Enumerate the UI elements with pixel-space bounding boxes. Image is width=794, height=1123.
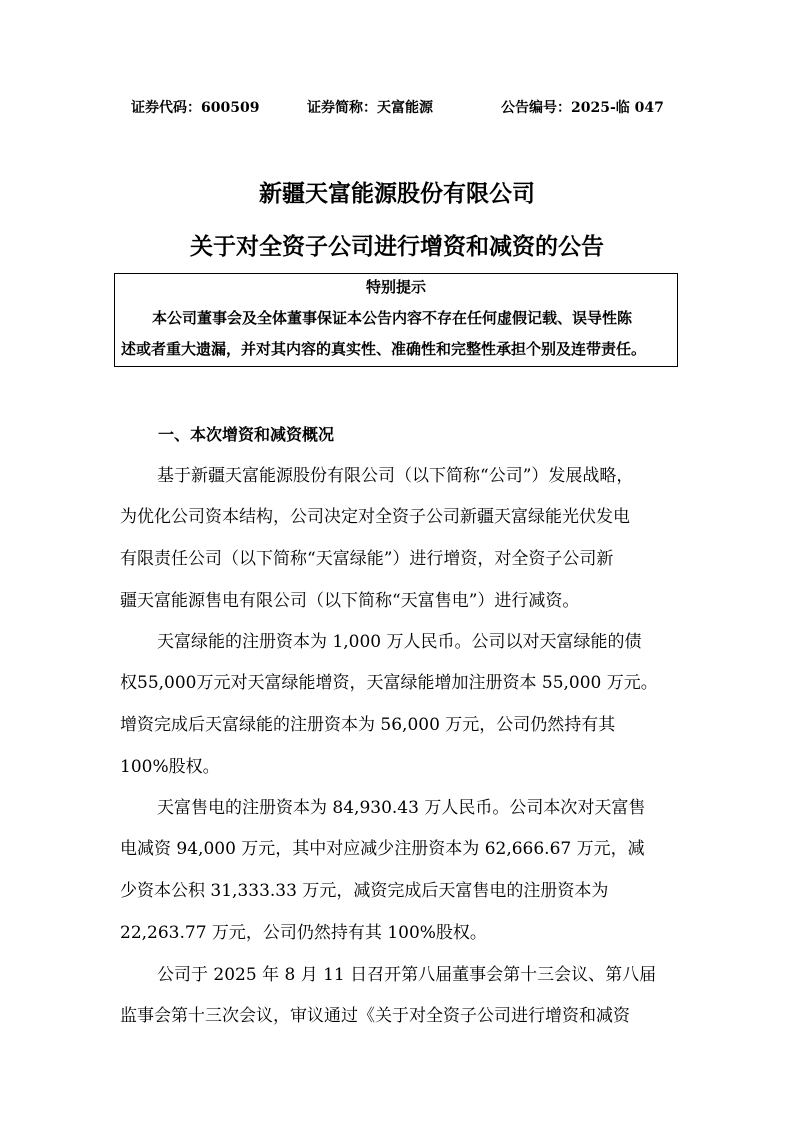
paragraph-line: 基于新疆天富能源股份有限公司（以下简称“公司”）发展战略，	[157, 466, 634, 486]
company-title: 新疆天富能源股份有限公司	[259, 180, 535, 207]
special-notice-heading: 特别提示	[365, 278, 426, 296]
special-notice-line: 本公司董事会及全体董事保证本公告内容不存在任何虚假记载、误导性陈	[152, 309, 633, 327]
paragraph-line: 为优化公司资本结构，公司决定对全资子公司新疆天富绿能光伏发电	[120, 507, 630, 527]
paragraph-line: 监事会第十三次会议，审议通过《关于对全资子公司进行增资和减资	[120, 1006, 630, 1026]
paragraph-line: 天富绿能的注册资本为 1,000 万人民币。公司以对天富绿能的债	[157, 632, 642, 652]
paragraph-line: 少资本公积 31,333.33 万元，减资完成后天富售电的注册资本为	[120, 881, 609, 901]
paragraph-line: 疆天富能源售电有限公司（以下简称“天富售电”）进行减资。	[120, 591, 580, 611]
paragraph-line: 22,263.77 万元，公司仍然持有其 100%股权。	[120, 923, 487, 943]
securities-code: 证券代码：600509	[131, 100, 260, 116]
section-heading: 一、本次增资和减资概况	[158, 425, 335, 444]
announcement-number: 公告编号：2025-临 047	[501, 100, 664, 116]
paragraph-line: 有限责任公司（以下简称“天富绿能”）进行增资，对全资子公司新	[120, 549, 614, 569]
special-notice-box	[114, 273, 678, 367]
paragraph-line: 100%股权。	[120, 757, 220, 777]
paragraph-line: 天富售电的注册资本为 84,930.43 万人民币。公司本次对天富售	[157, 798, 646, 818]
paragraph-line: 公司于 2025 年 8 月 11 日召开第八届董事会第十三会议、第八届	[157, 965, 657, 985]
paragraph-line: 权55,000万元对天富绿能增资，天富绿能增加注册资本 55,000 万元。	[120, 673, 658, 693]
announcement-header	[0, 97, 794, 119]
securities-abbreviation: 证券简称：天富能源	[307, 100, 433, 116]
announcement-title: 关于对全资子公司进行增资和减资的公告	[190, 233, 604, 260]
paragraph-line: 增资完成后天富绿能的注册资本为 56,000 万元，公司仍然持有其	[120, 715, 616, 735]
special-notice-line: 述或者重大遗漏，并对其内容的真实性、准确性和完整性承担个别及连带责任。	[121, 340, 647, 358]
paragraph-line: 电减资 94,000 万元，其中对应减少注册资本为 62,666.67 万元，减	[120, 839, 645, 859]
